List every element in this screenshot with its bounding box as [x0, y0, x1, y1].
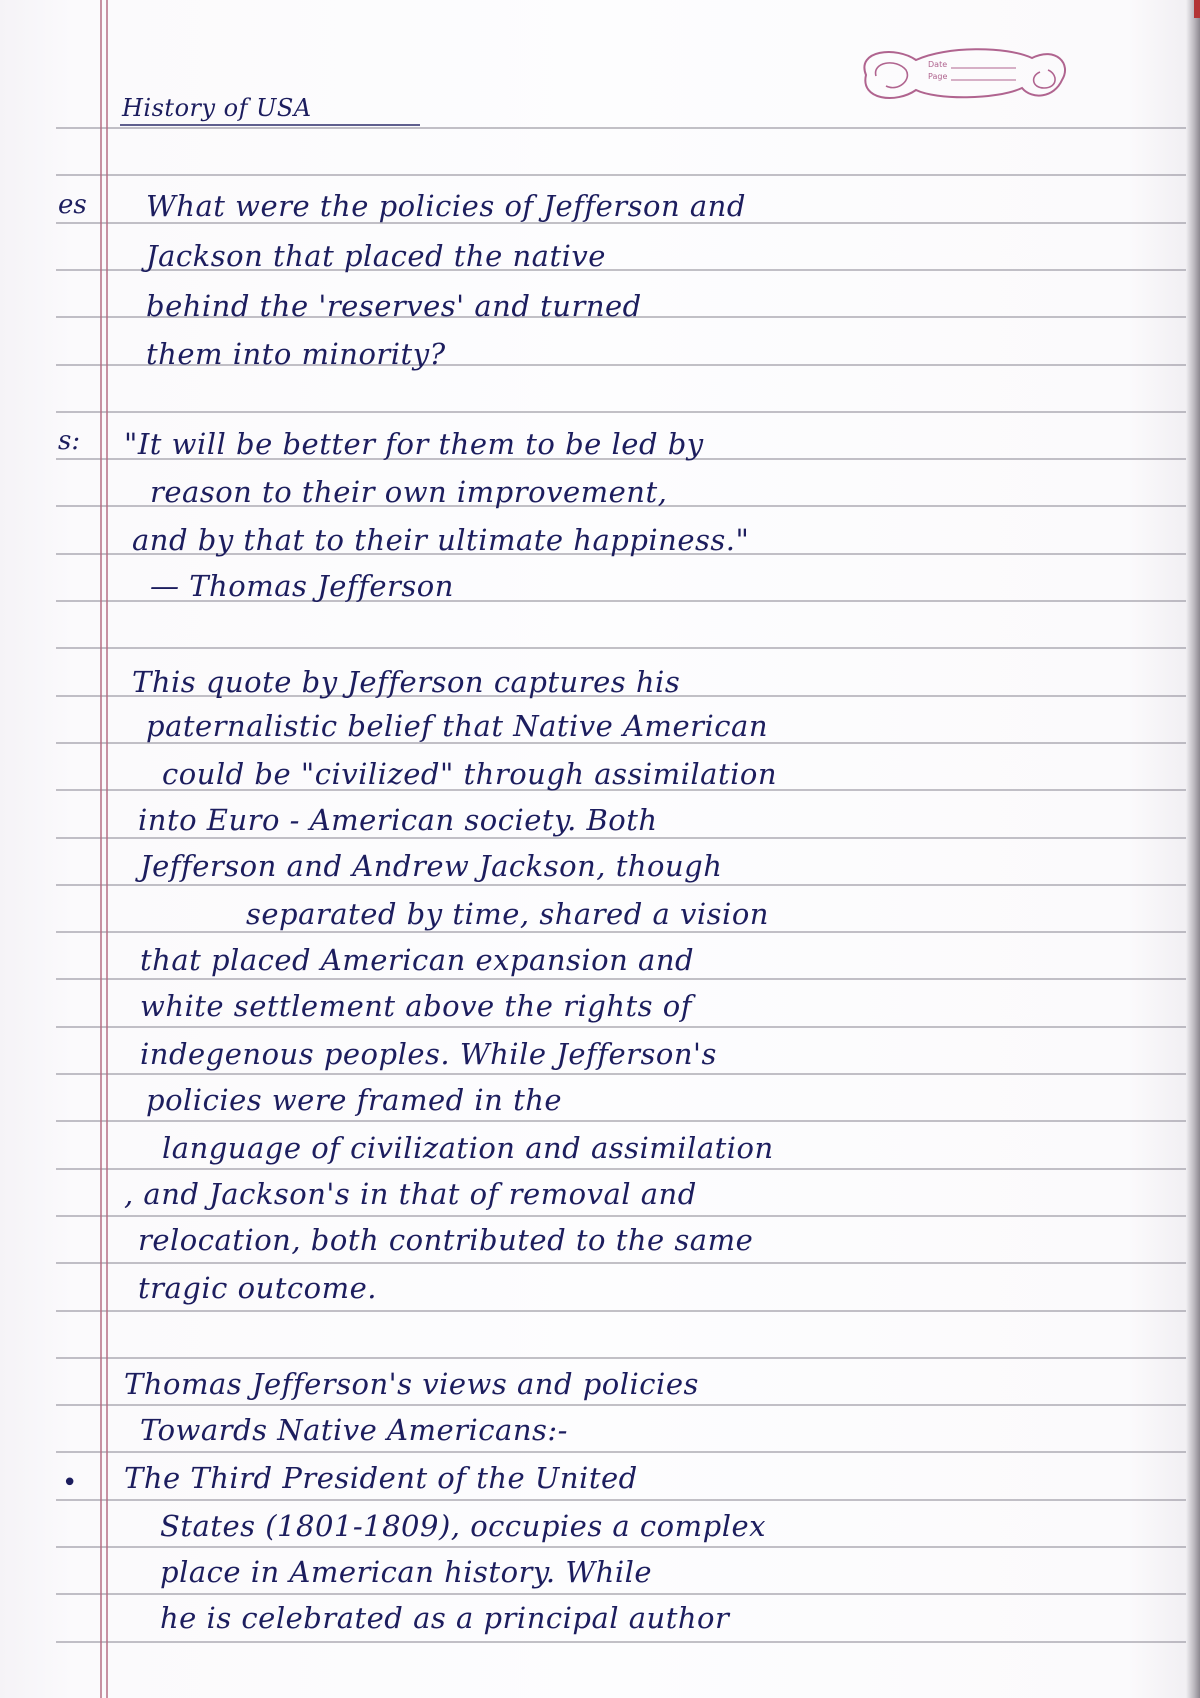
question-line-3: behind the 'reserves' and turned — [146, 289, 642, 323]
quote-line-2: reason to their own improvement, — [150, 475, 668, 509]
bullet-margin-mark: • — [62, 1468, 78, 1498]
paragraph-line-3: could be "civilized" through assimilation — [162, 757, 778, 791]
margin-line-right — [106, 0, 108, 1698]
paragraph-line-1: This quote by Jefferson captures his — [132, 665, 681, 699]
page-edge — [1186, 0, 1200, 1698]
section-heading-line-1: Thomas Jefferson's views and policies — [124, 1367, 699, 1401]
question-line-1: What were the policies of Jefferson and — [146, 189, 746, 223]
paragraph-line-11: language of civilization and assimilation — [162, 1131, 774, 1165]
question-line-2: Jackson that placed the native — [146, 239, 606, 273]
stamp-frame-icon — [836, 40, 1076, 110]
paragraph-line-14: tragic outcome. — [138, 1271, 377, 1305]
stamp-page-label: Page — [928, 72, 948, 81]
title-underline — [120, 124, 420, 126]
quote-line-3: and by that to their ultimate happiness." — [132, 523, 750, 557]
paragraph-line-6: separated by time, shared a vision — [246, 897, 769, 931]
paragraph-line-9: indegenous peoples. While Jefferson's — [140, 1037, 717, 1071]
quote-attribution: — Thomas Jefferson — [150, 569, 454, 603]
paragraph-line-10: policies were framed in the — [146, 1083, 563, 1117]
paragraph-line-13: relocation, both contributed to the same — [138, 1223, 754, 1257]
paragraph-line-2: paternalistic belief that Native American — [146, 709, 769, 743]
paragraph-line-8: white settlement above the rights of — [140, 989, 692, 1023]
question-line-4: them into minority? — [146, 337, 446, 371]
quote-line-1: "It will be better for them to be led by — [124, 427, 704, 461]
margin-line-left — [100, 0, 102, 1698]
section-heading-line-2: Towards Native Americans:- — [140, 1413, 568, 1447]
bullet-line-3: place in American history. While — [160, 1555, 653, 1589]
bullet-line-2: States (1801-1809), occupies a complex — [160, 1509, 766, 1543]
question-margin-mark: es — [58, 190, 87, 220]
date-page-stamp — [836, 40, 1076, 110]
paragraph-line-5: Jefferson and Andrew Jackson, though — [140, 849, 723, 883]
bullet-line-1: The Third President of the United — [124, 1461, 638, 1495]
paragraph-line-4: into Euro - American society. Both — [138, 803, 658, 837]
paragraph-line-12: , and Jackson's in that of removal and — [124, 1177, 697, 1211]
answer-margin-mark: s: — [58, 426, 81, 456]
bullet-line-4: he is celebrated as a principal author — [160, 1601, 730, 1635]
page-title: History of USA — [122, 94, 312, 122]
stamp-date-label: Date — [928, 60, 948, 69]
page-edge-mark — [1194, 0, 1200, 18]
paragraph-line-7: that placed American expansion and — [140, 943, 695, 977]
